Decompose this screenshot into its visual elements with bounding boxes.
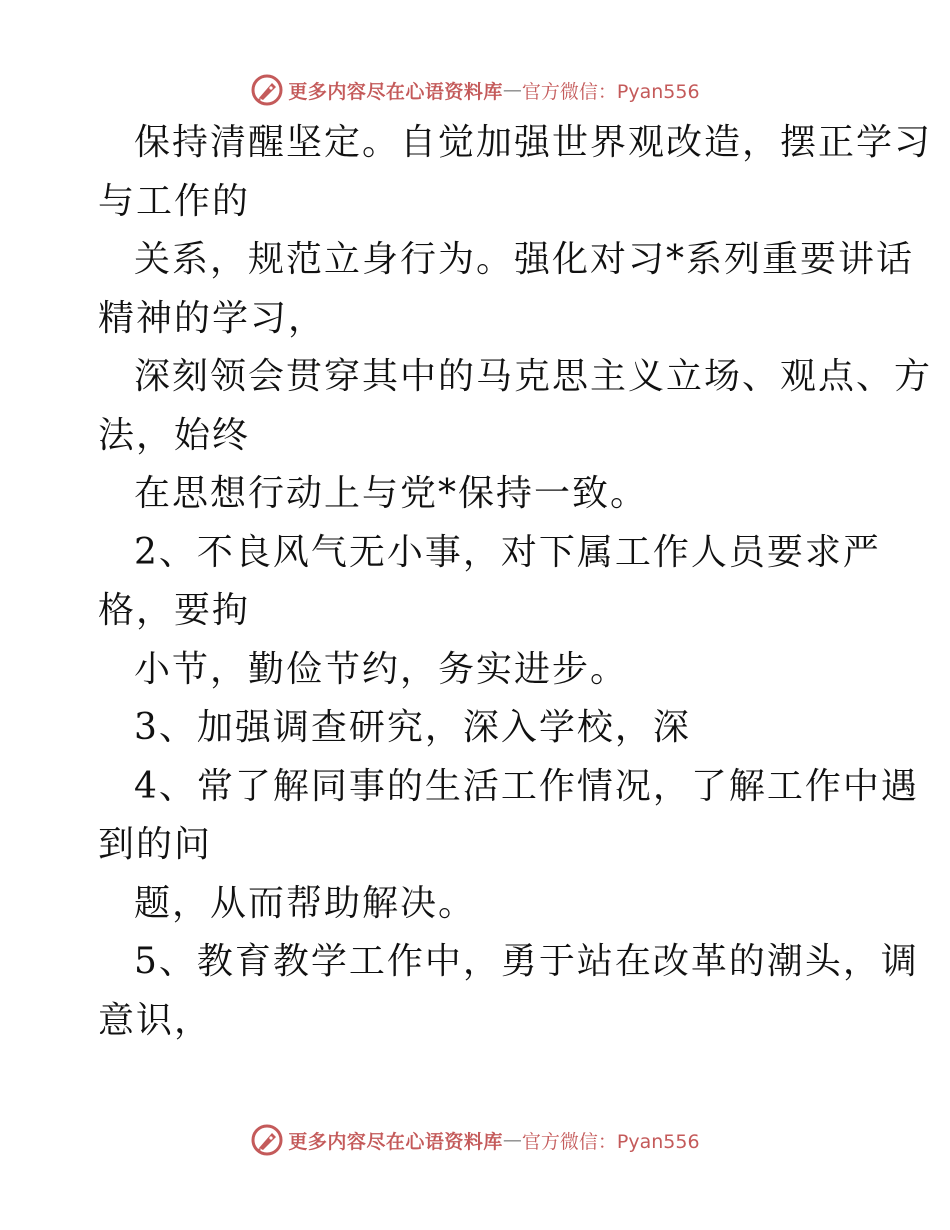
header-contact-text: 官方微信：Pyan556 bbox=[521, 80, 700, 103]
text-line: 保持清醒坚定。自觉加强世界观改造，摆正学习 bbox=[134, 122, 933, 163]
header-separator: — bbox=[502, 79, 522, 101]
footer-banner bbox=[0, 1120, 950, 1160]
header-banner bbox=[0, 70, 950, 110]
text-line: 深刻领会贯穿其中的马克思主义立场、观点、方 bbox=[134, 356, 933, 397]
text-line: 到的问 bbox=[98, 824, 213, 865]
text-line: 2、不良风气无小事，对下属工作人员要求严 bbox=[134, 531, 881, 573]
document-body bbox=[98, 114, 933, 1050]
text-line: 在思想行动上与党*保持一致。 bbox=[134, 473, 649, 514]
text-line: 精神的学习， bbox=[98, 297, 327, 339]
text-line: 关系，规范立身行为。强化对习*系列重要讲话 bbox=[134, 239, 915, 280]
text-line: 与工作的 bbox=[98, 180, 251, 222]
footer-separator: — bbox=[502, 1129, 522, 1151]
text-line: 意识， bbox=[98, 999, 213, 1041]
footer-brand-text: 更多内容尽在心语资料库 bbox=[288, 1130, 503, 1153]
pen-nib-icon bbox=[250, 73, 284, 107]
text-line: 小节，勤俭节约，务实进步。 bbox=[134, 648, 629, 690]
header-brand-text: 更多内容尽在心语资料库 bbox=[288, 80, 503, 103]
pen-nib-icon bbox=[250, 1123, 284, 1157]
text-line: 5、教育教学工作中，勇于站在改革的潮头，调 bbox=[134, 941, 919, 982]
text-line: 4、常了解同事的生活工作情况，了解工作中遇 bbox=[134, 765, 919, 807]
text-line: 3、加强调查研究，深入学校，深 bbox=[134, 707, 691, 748]
footer-contact-text: 官方微信：Pyan556 bbox=[521, 1130, 700, 1153]
text-line: 法，始终 bbox=[98, 414, 251, 456]
text-line: 题，从而帮助解决。 bbox=[134, 882, 477, 924]
text-line: 格，要拘 bbox=[98, 590, 251, 631]
